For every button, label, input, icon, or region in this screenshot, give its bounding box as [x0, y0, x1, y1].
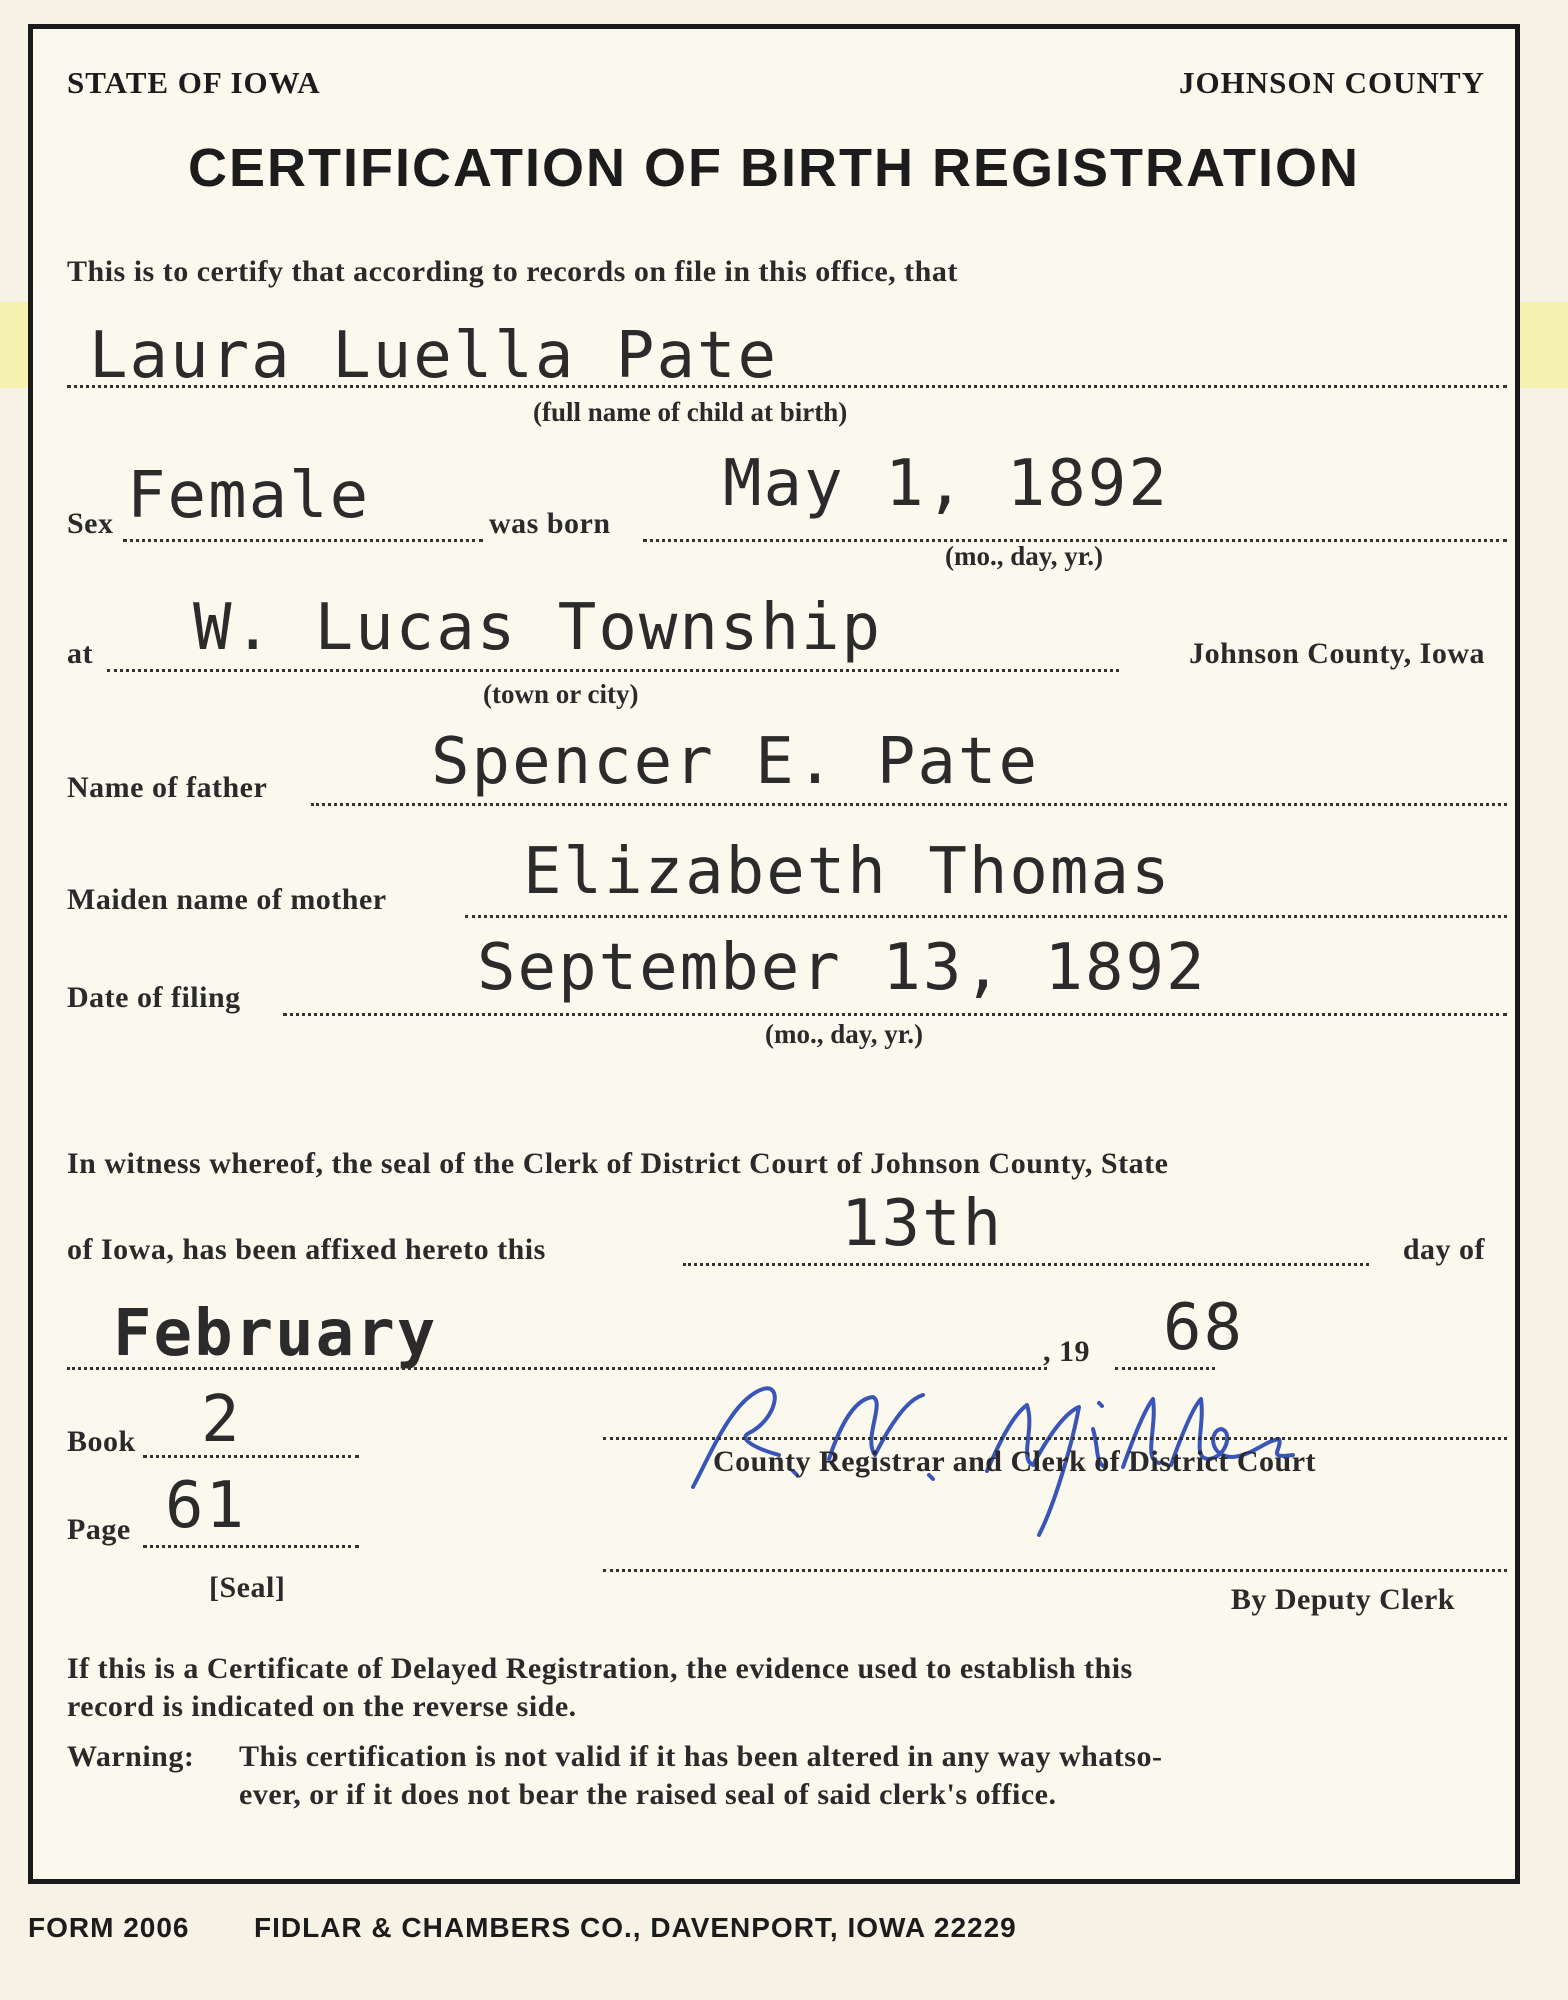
birth-date: May 1, 1892	[723, 447, 1169, 521]
witness-day: 13th	[841, 1187, 1004, 1261]
seal-label: [Seal]	[209, 1571, 286, 1604]
filing-label: Date of filing	[67, 981, 241, 1014]
state-header: STATE OF IOWA	[67, 65, 321, 100]
certificate	[28, 24, 1520, 1884]
book-label: Book	[67, 1425, 136, 1458]
witness-year: 68	[1163, 1291, 1245, 1365]
page-number: 61	[165, 1469, 247, 1543]
father-name: Spencer E. Pate	[431, 725, 1039, 799]
book-line	[143, 1455, 359, 1458]
witness-day-suffix: day of	[1402, 1233, 1485, 1266]
witness-day-line	[683, 1263, 1369, 1266]
filing-line	[283, 1013, 1507, 1016]
mother-line	[465, 915, 1507, 918]
birth-date-caption: (mo., day, yr.)	[945, 541, 1104, 571]
sex-line	[123, 539, 483, 542]
sex-label: Sex	[67, 507, 114, 540]
registrar-line	[603, 1437, 1507, 1440]
registrar-caption: County Registrar and Clerk of District Court	[713, 1445, 1317, 1478]
delayed-note-line-2: record is indicated on the reverse side.	[67, 1690, 577, 1723]
warning-label: Warning:	[67, 1740, 195, 1773]
page-label: Page	[67, 1513, 131, 1546]
form-number: FORM 2006	[28, 1912, 190, 1943]
witness-line-1: In witness whereof, the seal of the Clerk of District Court of Johnson County, State	[67, 1147, 1169, 1180]
place-suffix: Johnson County, Iowa	[1189, 637, 1485, 670]
county-header: JOHNSON COUNTY	[1179, 65, 1485, 100]
deputy-line	[603, 1569, 1507, 1572]
father-line	[311, 803, 1507, 806]
child-name-line	[67, 385, 1507, 388]
birth-place: W. Lucas Township	[193, 591, 883, 665]
at-label: at	[67, 637, 93, 670]
warning-line-1: This certification is not valid if it has been altered in any way whatso-	[239, 1740, 1163, 1773]
witness-month: February	[113, 1297, 438, 1371]
filing-caption: (mo., day, yr.)	[765, 1019, 924, 1049]
birth-place-line	[107, 669, 1119, 672]
deputy-caption: By Deputy Clerk	[1230, 1583, 1455, 1616]
place-caption: (town or city)	[483, 679, 639, 709]
father-label: Name of father	[67, 771, 268, 804]
child-name: Laura Luella Pate	[89, 319, 779, 393]
child-name-caption: (full name of child at birth)	[533, 397, 848, 427]
sex-value: Female	[127, 459, 371, 533]
witness-line-2: of Iowa, has been affixed hereto this	[67, 1233, 546, 1266]
filing-date: September 13, 1892	[477, 931, 1207, 1005]
page-line	[143, 1545, 359, 1548]
born-label: was born	[489, 507, 611, 540]
warning-line-2: ever, or if it does not bear the raised seal of said clerk's office.	[239, 1778, 1057, 1811]
intro-text: This is to certify that according to records on file in this office, that	[67, 255, 958, 288]
book-number: 2	[201, 1383, 242, 1457]
mother-label: Maiden name of mother	[67, 883, 387, 916]
delayed-note-line-1: If this is a Certificate of Delayed Registration, the evidence used to establish this	[67, 1652, 1133, 1685]
printer-line: FIDLAR & CHAMBERS CO., DAVENPORT, IOWA 22229	[254, 1912, 1017, 1943]
mother-name: Elizabeth Thomas	[523, 835, 1172, 909]
document-title: CERTIFICATION OF BIRTH REGISTRATION	[188, 138, 1360, 198]
year-prefix: , 19	[1043, 1335, 1090, 1368]
